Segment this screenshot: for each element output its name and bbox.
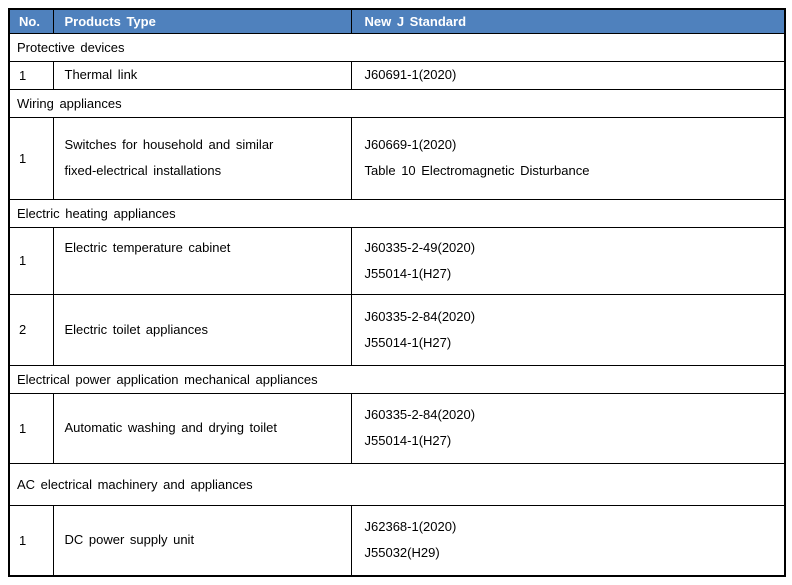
table-row (9, 61, 785, 89)
text-line: Table 10 Electromagnetic Disturbance (364, 163, 590, 178)
cell-no: 1 (9, 117, 53, 199)
text-line: Switches for household and similar (64, 137, 274, 152)
table-row (9, 294, 785, 365)
section-row-wiring-appliances (9, 89, 785, 117)
cell-standard (351, 117, 785, 199)
cell-product-type (53, 505, 351, 576)
text-line: J55014-1(H27) (364, 433, 452, 448)
text-line: J55032(H29) (364, 545, 440, 561)
cell-standard (351, 294, 785, 365)
cell-standard (351, 505, 785, 576)
text-line: J55014-1(H27) (364, 265, 452, 281)
column-header-new-j-standard: New J Standard (351, 9, 785, 33)
text-line: Electric temperature cabinet (64, 239, 231, 255)
cell-no: 1 (9, 393, 53, 463)
text-line: J62368-1(2020) (364, 519, 457, 535)
cell-product-type (53, 117, 351, 199)
cell-standard (351, 227, 785, 294)
table-header-row (9, 9, 785, 33)
text-line: fixed-electrical installations (64, 163, 222, 178)
cell-product-type (53, 393, 351, 463)
products-standards-table (8, 8, 786, 577)
cell-no: 1 (9, 61, 53, 89)
text-line: J60691-1(2020) (364, 67, 457, 82)
cell-standard (351, 393, 785, 463)
text-line: J60335-2-84(2020) (364, 407, 476, 422)
text-line: Thermal link (64, 67, 138, 82)
section-title: Protective devices (9, 33, 785, 61)
column-header-no: No. (9, 9, 53, 33)
text-line: J60669-1(2020) (364, 137, 457, 152)
text-line: J55014-1(H27) (364, 334, 452, 350)
text-line: Automatic washing and drying toilet (64, 420, 278, 435)
cell-product-type (53, 294, 351, 365)
text-line: J60335-2-49(2020) (364, 239, 476, 255)
cell-standard (351, 61, 785, 89)
section-row-ac-electrical-machinery (9, 463, 785, 505)
column-header-products-type: Products Type (53, 9, 351, 33)
section-title: Wiring appliances (9, 89, 785, 117)
section-title: Electric heating appliances (9, 199, 785, 227)
text-line: J60335-2-84(2020) (364, 308, 476, 324)
table-row (9, 393, 785, 463)
table-row (9, 117, 785, 199)
table-row (9, 505, 785, 576)
cell-no: 1 (9, 505, 53, 576)
cell-no: 2 (9, 294, 53, 365)
section-row-protective-devices (9, 33, 785, 61)
text-line: Electric toilet appliances (64, 321, 208, 337)
cell-product-type (53, 61, 351, 89)
section-title: AC electrical machinery and appliances (9, 463, 785, 505)
text-line (65, 261, 351, 287)
section-title: Electrical power application mechanical appliances (9, 365, 785, 393)
section-row-electrical-power-application (9, 365, 785, 393)
table-row (9, 227, 785, 294)
text-line: DC power supply unit (64, 532, 195, 548)
cell-no: 1 (9, 227, 53, 294)
section-row-electric-heating-appliances (9, 199, 785, 227)
cell-product-type (53, 227, 351, 294)
